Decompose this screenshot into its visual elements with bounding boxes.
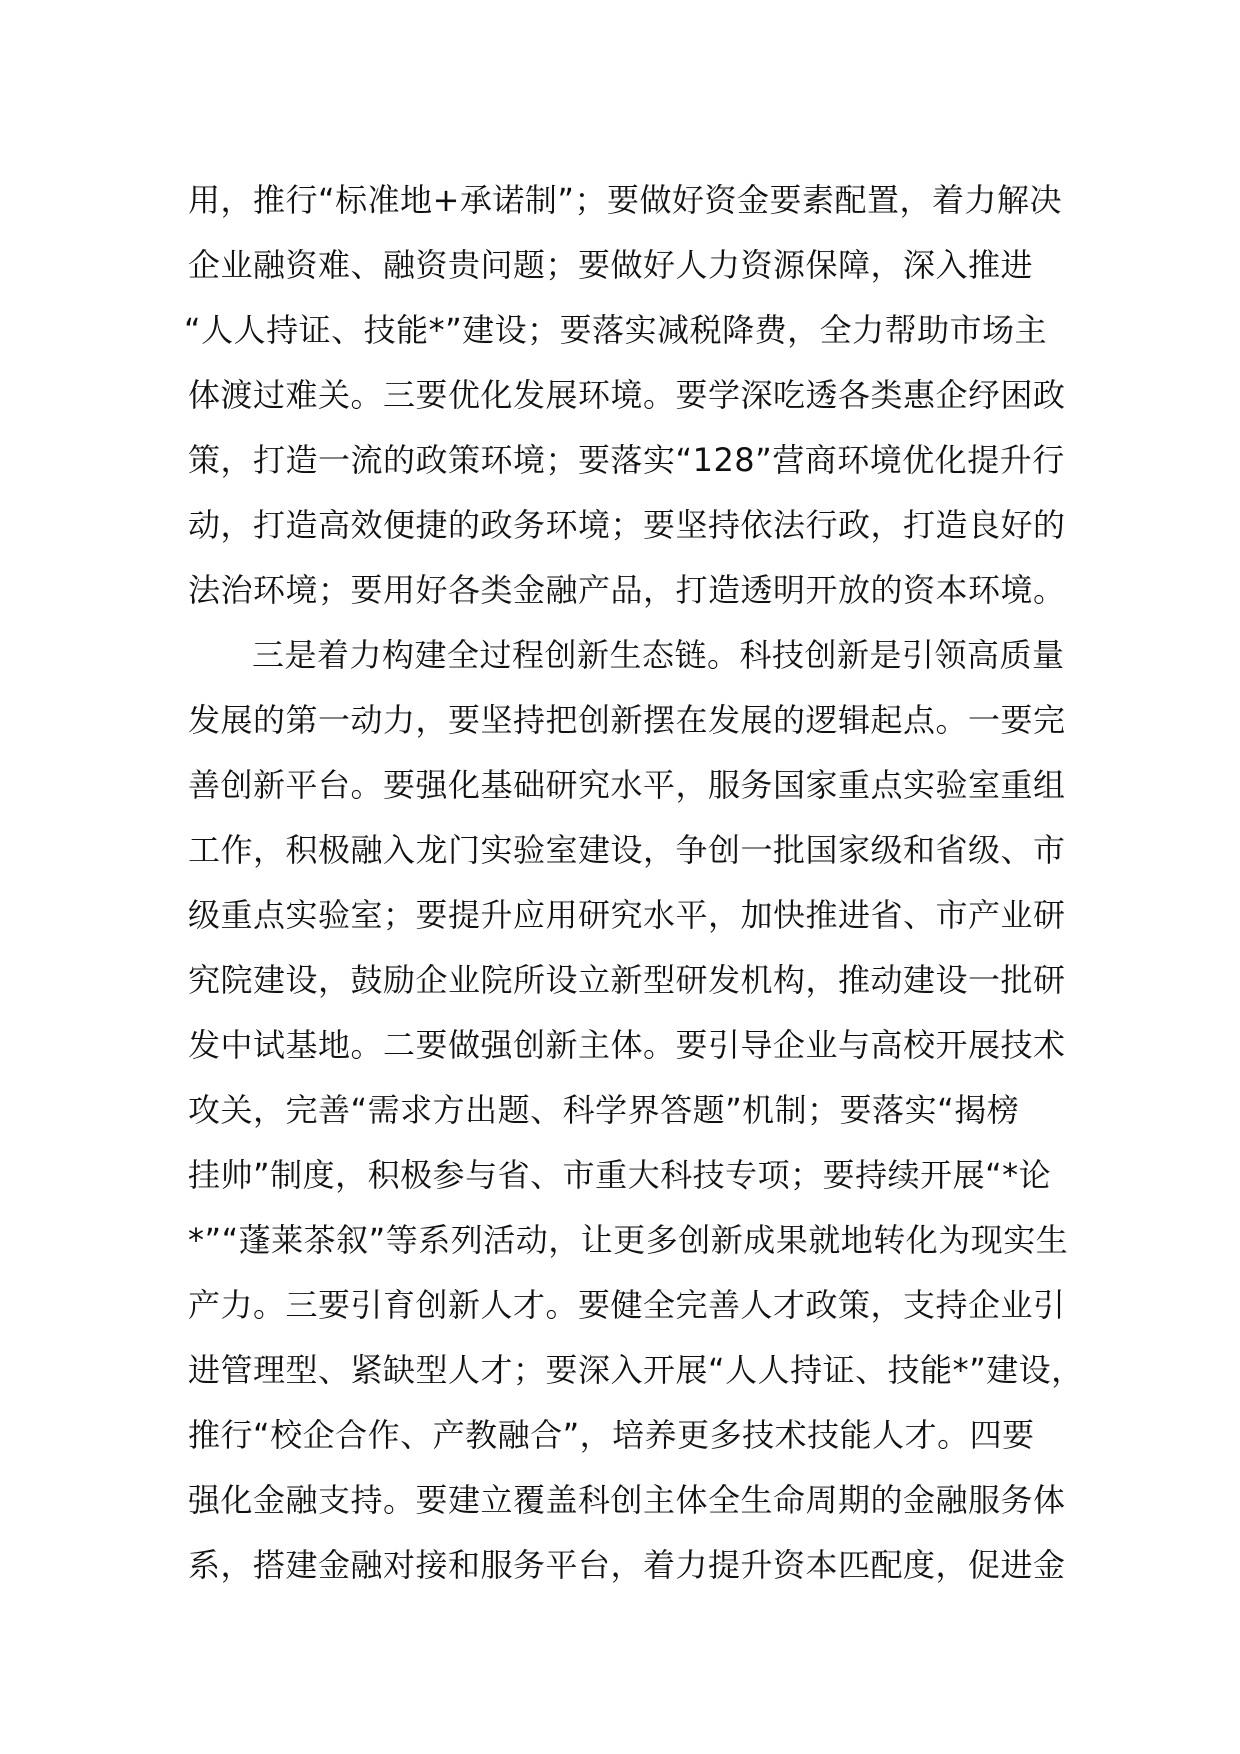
text-line: “人人持证、技能*”建设；要落实减税降费，全力帮助市场主 bbox=[184, 311, 1048, 349]
text-line: 工作，积极融入龙门实验室建设，争创一批国家级和省级、市 bbox=[188, 831, 1066, 869]
text-line: 发展的第一动力，要坚持把创新摆在发展的逻辑起点。一要完 bbox=[188, 701, 1066, 739]
text-line: 善创新平台。要强化基础研究水平，服务国家重点实验室重组 bbox=[188, 766, 1066, 804]
text-line: 推行“校企合作、产教融合”，培养更多技术技能人才。四要 bbox=[188, 1416, 1035, 1454]
text-line: 法治环境；要用好各类金融产品，打造透明开放的资本环境。 bbox=[188, 571, 1066, 609]
text-line: *”“蓬莱茶叙”等系列活动，让更多创新成果就地转化为现实生 bbox=[188, 1221, 1069, 1259]
text-line: 动，打造高效便捷的政务环境；要坚持依法行政，打造良好的 bbox=[188, 506, 1066, 544]
text-line: 挂帅”制度，积极参与省、市重大科技专项；要持续开展“*论 bbox=[188, 1156, 1052, 1194]
text-line: 用，推行“标准地+承诺制”；要做好资金要素配置，着力解决 bbox=[188, 181, 1062, 219]
text-line: 策，打造一流的政策环境；要落实“128”营商环境优化提升行 bbox=[188, 441, 1065, 479]
text-line: 产力。三要引育创新人才。要健全完善人才政策，支持企业引 bbox=[188, 1286, 1066, 1324]
text-line: 攻关，完善“需求方出题、科学界答题”机制；要落实“揭榜 bbox=[188, 1091, 1020, 1129]
text-line: 级重点实验室；要提升应用研究水平，加快推进省、市产业研 bbox=[188, 896, 1066, 934]
text-line: 究院建设，鼓励企业院所设立新型研发机构，推动建设一批研 bbox=[188, 961, 1066, 999]
paragraph-first-line: 三是着力构建全过程创新生态链。科技创新是引领高质量 bbox=[252, 636, 1065, 674]
text-line: 进管理型、紧缺型人才；要深入开展“人人持证、技能*”建设， bbox=[188, 1351, 1084, 1389]
text-line: 体渡过难关。三要优化发展环境。要学深吃透各类惠企纾困政 bbox=[188, 376, 1066, 414]
text-line: 企业融资难、融资贵问题；要做好人力资源保障，深入推进 bbox=[188, 246, 1034, 284]
text-line: 发中试基地。二要做强创新主体。要引导企业与高校开展技术 bbox=[188, 1026, 1066, 1064]
body-text bbox=[184, 168, 1088, 1598]
text-line: 系，搭建金融对接和服务平台，着力提升资本匹配度，促进金 bbox=[188, 1546, 1066, 1584]
text-line: 强化金融支持。要建立覆盖科创主体全生命周期的金融服务体 bbox=[188, 1481, 1066, 1519]
